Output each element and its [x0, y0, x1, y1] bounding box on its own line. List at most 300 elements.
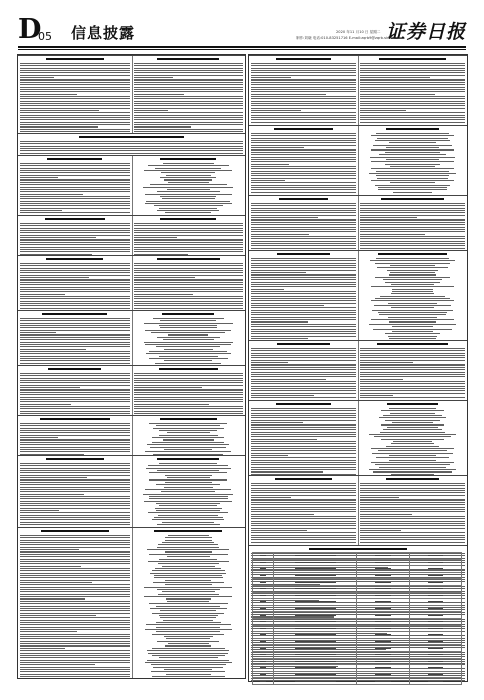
text-line [20, 373, 130, 374]
text-line [20, 346, 130, 347]
text-line [20, 566, 81, 567]
text-line [152, 676, 225, 677]
text-line [160, 617, 216, 618]
text-line [20, 201, 130, 202]
text-line [20, 475, 130, 476]
announcement-right-half [132, 456, 246, 527]
cell-text-line [295, 555, 336, 556]
text-line [20, 353, 130, 354]
text-line [251, 135, 356, 136]
text-line [145, 194, 232, 195]
text-line [389, 460, 435, 461]
text-line [134, 63, 244, 64]
text-line [372, 310, 454, 311]
text-line [159, 325, 217, 326]
text-line [251, 471, 323, 472]
text-line [147, 660, 229, 661]
table-cell [357, 599, 409, 606]
text-line [20, 170, 130, 171]
announcement-block [18, 255, 245, 310]
text-line [168, 535, 209, 536]
text-line [360, 374, 465, 375]
table-row [253, 566, 462, 573]
text-line [360, 379, 403, 380]
announcement-heading [46, 58, 104, 60]
text-line [20, 247, 130, 248]
text-line [251, 138, 356, 139]
text-line [20, 380, 130, 381]
text-line [360, 208, 465, 209]
text-line [134, 387, 202, 388]
cell-text-line [295, 641, 336, 642]
text-line [152, 519, 224, 520]
text-line [134, 406, 244, 407]
text-line [251, 157, 356, 158]
text-line [167, 601, 209, 602]
text-line [360, 497, 399, 498]
text-line [371, 149, 454, 150]
text-line [251, 117, 356, 118]
table-cell [357, 632, 409, 639]
text-line [251, 422, 303, 423]
cell-text-line [428, 575, 443, 576]
text-line [20, 189, 130, 190]
text-line [164, 360, 212, 361]
text-line [251, 485, 356, 486]
text-line [149, 603, 228, 604]
text-line [20, 582, 92, 583]
text-line [251, 329, 356, 330]
text-line [251, 272, 306, 273]
text-line [369, 434, 455, 435]
text-line [251, 507, 356, 508]
cell-text-line [428, 654, 443, 655]
text-line [20, 323, 130, 324]
text-line [251, 236, 356, 237]
text-line [251, 333, 356, 334]
text-line [385, 282, 439, 283]
text-line [20, 667, 130, 668]
table-cell [409, 579, 461, 586]
text-line [251, 154, 356, 155]
text-line [167, 432, 210, 433]
text-line [251, 65, 356, 66]
text-line [20, 122, 130, 123]
text-line [374, 305, 450, 306]
text-line [376, 171, 448, 172]
text-line [251, 161, 356, 162]
text-line [20, 627, 130, 628]
text-line [156, 622, 221, 623]
text-line [360, 231, 465, 232]
announcement-block [18, 215, 245, 255]
text-line [251, 310, 356, 311]
text-line [152, 613, 224, 614]
text-line [360, 87, 465, 88]
text-line [134, 126, 191, 127]
text-line [360, 122, 465, 123]
text-line [251, 260, 356, 261]
cell-text-line [295, 654, 336, 655]
table-cell [357, 625, 409, 632]
text-line [251, 393, 356, 394]
text-line [165, 482, 212, 483]
text-line [20, 172, 130, 173]
text-line [360, 516, 465, 517]
text-line [251, 98, 356, 99]
text-line [251, 364, 356, 365]
announcement-left-half [249, 251, 359, 340]
text-line [20, 237, 96, 238]
table-cell [253, 579, 274, 586]
announcement-heading [387, 403, 437, 405]
cell-text-line [428, 588, 443, 589]
text-line [158, 544, 218, 545]
text-line [251, 429, 356, 430]
text-line [134, 382, 244, 383]
announcement-block [18, 310, 245, 365]
text-line [388, 336, 438, 337]
text-line [20, 657, 130, 658]
cell-text-line [260, 634, 266, 635]
table-cell [409, 559, 461, 566]
text-line [251, 178, 356, 179]
cell-text-line [295, 674, 336, 675]
announcement-block [18, 527, 245, 678]
text-line [159, 657, 218, 658]
text-line [251, 495, 356, 496]
text-line [134, 75, 244, 76]
text-line [360, 98, 465, 99]
text-line [251, 539, 356, 540]
table-cell [357, 553, 409, 560]
text-line [251, 180, 285, 181]
text-line [134, 96, 244, 97]
text-line [360, 94, 435, 95]
cell-text-line [295, 634, 336, 635]
text-line [251, 79, 356, 80]
text-line [164, 487, 213, 488]
text-line [360, 507, 465, 508]
text-line [360, 105, 465, 106]
cell-text-line [295, 601, 336, 602]
text-line [380, 296, 445, 297]
text-line [251, 497, 291, 498]
text-line [20, 325, 130, 326]
text-line [165, 645, 212, 646]
announcement-heading [40, 418, 110, 420]
table-row [253, 658, 462, 665]
text-line [360, 236, 465, 237]
text-line [251, 432, 356, 433]
text-line [20, 115, 130, 116]
announcement-heading [46, 258, 103, 260]
text-line [251, 525, 356, 526]
text-line [20, 194, 83, 195]
announcement-heading [160, 218, 216, 220]
announcement-heading [41, 530, 109, 532]
text-line [360, 390, 465, 391]
text-line [360, 65, 465, 66]
text-line [20, 544, 130, 545]
text-line [152, 655, 225, 656]
text-line [251, 192, 356, 193]
text-line [155, 363, 221, 364]
text-line [134, 237, 177, 238]
text-line [360, 350, 465, 351]
text-line [360, 77, 430, 78]
text-line [251, 205, 356, 206]
text-line [20, 148, 243, 149]
text-line [20, 423, 130, 424]
cell-text-line [295, 575, 336, 576]
text-line [360, 348, 465, 349]
text-line [20, 394, 130, 395]
text-line [378, 312, 446, 313]
text-line [20, 251, 130, 252]
text-line [251, 523, 356, 524]
text-line [20, 498, 130, 499]
text-line [20, 212, 130, 213]
text-line [20, 337, 130, 338]
text-line [134, 87, 244, 88]
text-line [20, 72, 130, 73]
text-line [20, 676, 130, 677]
text-line [20, 301, 130, 302]
text-line [134, 275, 244, 276]
text-line [381, 410, 444, 411]
text-line [251, 446, 356, 447]
text-line [251, 324, 356, 325]
text-line [20, 671, 130, 672]
text-line [251, 105, 356, 106]
text-line [20, 358, 130, 359]
text-line [20, 153, 243, 154]
text-line [360, 222, 465, 223]
text-line [360, 360, 465, 361]
text-line [145, 330, 232, 331]
text-line [134, 84, 244, 85]
text-line [149, 351, 227, 352]
text-line [251, 241, 356, 242]
text-line [251, 91, 356, 92]
text-line [360, 492, 465, 493]
text-line [251, 171, 356, 172]
text-line [360, 495, 465, 496]
text-line [392, 331, 434, 332]
text-line [251, 110, 301, 111]
text-line [20, 641, 130, 642]
text-line [251, 331, 356, 332]
cell-text-line [295, 588, 336, 589]
text-line [251, 298, 356, 299]
text-line [20, 563, 130, 564]
text-line [134, 399, 244, 400]
text-line [360, 386, 465, 387]
text-line [251, 410, 356, 411]
text-line [390, 182, 435, 183]
text-line [251, 140, 356, 141]
text-line [20, 277, 89, 278]
text-line [251, 96, 356, 97]
issue-date: 2020 年11 月10 日 星期二 [336, 30, 381, 34]
text-line [376, 175, 448, 176]
text-line [251, 464, 356, 465]
text-line [360, 483, 465, 484]
cell-text-line [428, 648, 443, 649]
cell-text-line [375, 615, 390, 616]
text-line [251, 467, 356, 468]
text-line [360, 108, 465, 109]
text-line [360, 72, 465, 73]
text-line [251, 173, 356, 174]
cell-text-line [428, 667, 443, 668]
text-line [20, 648, 65, 649]
text-line [360, 217, 417, 218]
text-line [360, 82, 465, 83]
text-line [251, 305, 324, 306]
text-line [379, 154, 446, 155]
text-line [360, 205, 465, 206]
text-line [20, 406, 130, 407]
text-line [20, 653, 130, 654]
text-line [20, 387, 80, 388]
text-line [134, 98, 244, 99]
text-line [20, 624, 130, 625]
text-line [390, 265, 435, 266]
text-line [134, 244, 244, 245]
text-line [360, 388, 465, 389]
text-line [134, 294, 194, 295]
cell-text-line [428, 555, 443, 556]
table-row [253, 612, 462, 619]
text-line [20, 124, 130, 125]
text-line [20, 230, 130, 231]
text-line [386, 147, 440, 148]
text-line [251, 229, 356, 230]
text-line [168, 334, 208, 335]
text-line [375, 464, 451, 465]
announcement-block [18, 55, 245, 133]
text-line [134, 397, 244, 398]
cell-text-line [428, 595, 443, 596]
text-line [20, 82, 130, 83]
text-line [148, 465, 228, 466]
text-line [251, 542, 356, 543]
announcement-heading [162, 313, 215, 315]
table-cell [357, 592, 409, 599]
table-row [253, 579, 462, 586]
text-line [251, 413, 356, 414]
text-line [134, 65, 244, 66]
text-line [20, 275, 130, 276]
text-line [251, 277, 356, 278]
text-line [360, 488, 465, 489]
text-line [20, 484, 130, 485]
text-line [251, 388, 356, 389]
text-line [20, 510, 59, 511]
text-line [159, 615, 218, 616]
text-line [166, 598, 211, 599]
text-line [20, 428, 130, 429]
text-line [20, 589, 130, 590]
text-line [134, 247, 244, 248]
text-line [159, 505, 217, 506]
text-line [20, 94, 77, 95]
text-line [360, 103, 465, 104]
text-line [20, 150, 243, 151]
text-line [20, 165, 130, 166]
announcement-block [18, 365, 245, 415]
text-line [145, 344, 231, 345]
text-line [20, 289, 130, 290]
announcement-right-half [132, 416, 246, 455]
table-cell [273, 566, 357, 573]
text-line [163, 620, 213, 621]
table-cell [273, 625, 357, 632]
left-column [17, 54, 246, 679]
text-line [134, 225, 244, 226]
announcement-left-half [249, 341, 359, 400]
text-line [20, 110, 99, 111]
table-cell [357, 665, 409, 672]
text-line [251, 314, 356, 315]
announcement-left-half [249, 401, 359, 475]
text-line [20, 184, 130, 185]
text-line [360, 112, 465, 113]
text-line [152, 442, 224, 443]
table-cell [253, 638, 274, 645]
text-line [157, 524, 220, 525]
text-line [251, 462, 356, 463]
text-line [20, 392, 130, 393]
text-line [389, 408, 436, 409]
text-line [251, 175, 356, 176]
text-line [360, 490, 465, 491]
table-cell [409, 618, 461, 625]
text-line [134, 77, 174, 78]
text-line [251, 63, 356, 64]
text-line [251, 217, 318, 218]
text-line [134, 404, 209, 405]
text-line [20, 451, 130, 452]
text-line [20, 601, 130, 602]
text-line [251, 395, 314, 396]
cell-text-line [260, 628, 266, 629]
announcement-block [249, 250, 467, 340]
text-line [20, 399, 130, 400]
cell-text-line [428, 621, 443, 622]
text-line [251, 119, 356, 120]
table-row [253, 632, 462, 639]
table-cell [409, 553, 461, 560]
text-line [160, 196, 216, 197]
table-cell [253, 625, 274, 632]
text-line [153, 667, 223, 668]
text-line [20, 568, 130, 569]
text-line [20, 401, 130, 402]
table-cell [273, 553, 357, 560]
text-line [251, 72, 356, 73]
text-line [386, 159, 438, 160]
text-line [144, 501, 232, 502]
text-line [251, 499, 356, 500]
text-line [20, 404, 71, 405]
text-line [20, 487, 130, 488]
text-line [251, 528, 356, 529]
text-line [360, 523, 465, 524]
page-number: 05 [38, 30, 52, 43]
